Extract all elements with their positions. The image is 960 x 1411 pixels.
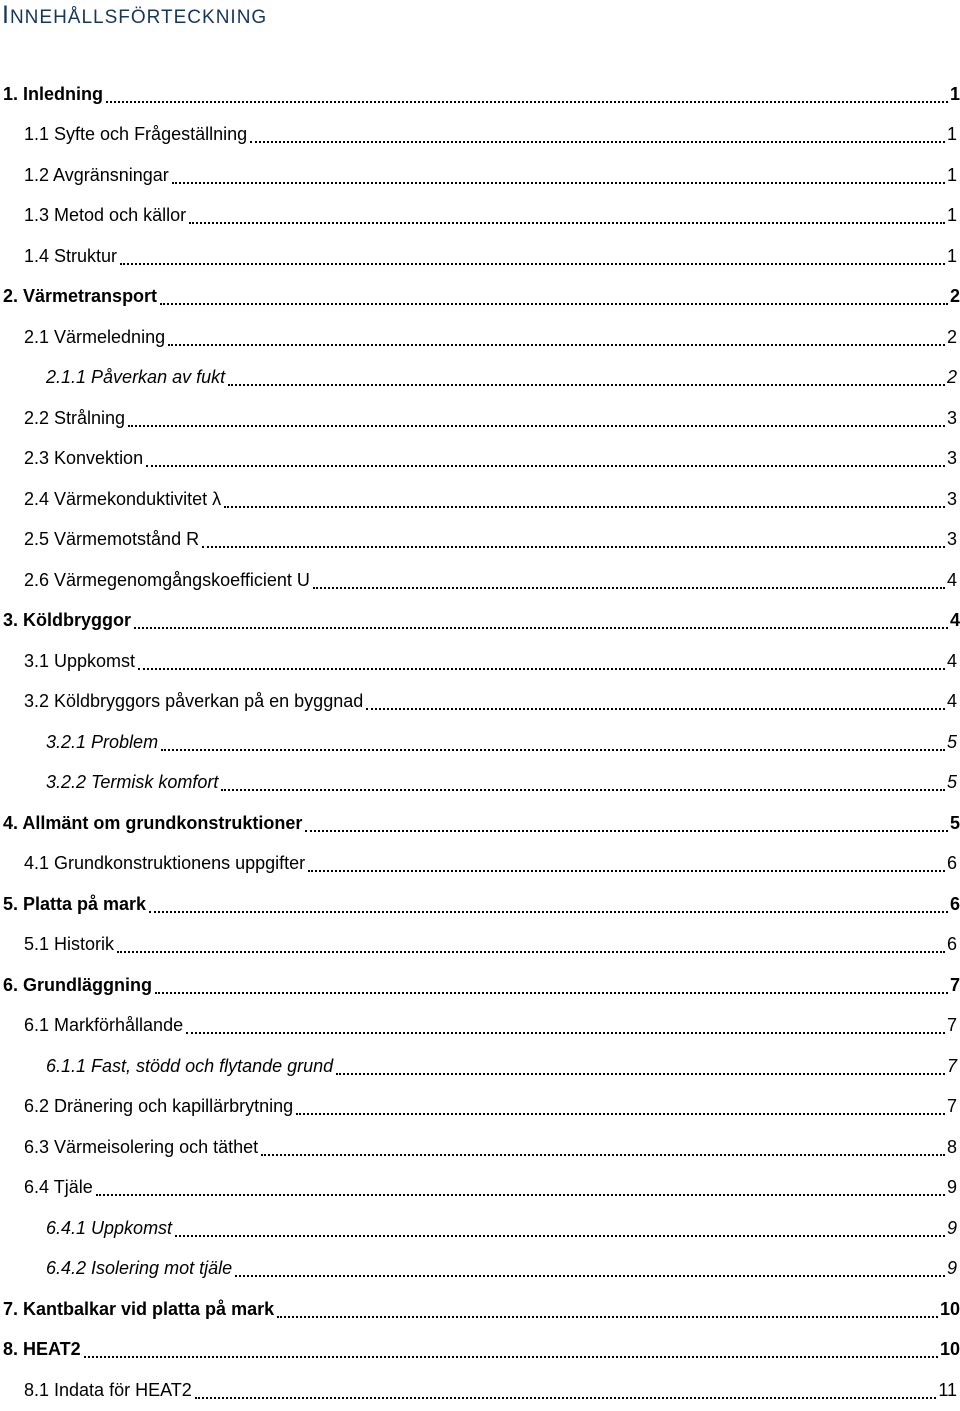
toc-entry-title: 4. Allmänt om grundkonstruktioner — [3, 812, 303, 833]
toc-entry[interactable] — [0, 641, 960, 682]
toc-entry[interactable] — [0, 1330, 960, 1371]
dot-leader — [160, 303, 948, 305]
toc-entry-title: 2.3 Konvektion — [24, 448, 144, 469]
toc-entry[interactable] — [0, 1249, 960, 1290]
dot-leader — [366, 708, 945, 710]
toc-entry-title: 1.2 Avgränsningar — [24, 164, 169, 185]
toc-entry[interactable] — [0, 763, 960, 804]
toc-entry-page-number: 5 — [949, 812, 960, 833]
toc-entry-title: 2.1.1 Påverkan av fukt — [46, 367, 226, 388]
toc-entry[interactable] — [0, 925, 960, 966]
toc-entry-page-number: 4 — [946, 569, 957, 590]
toc-entry-title: 6.3 Värmeisolering och täthet — [24, 1136, 259, 1157]
toc-entry-page-number: 2 — [949, 286, 960, 307]
toc-entry-page-number: 4 — [946, 650, 957, 671]
toc-entry[interactable] — [0, 884, 960, 925]
toc-entry[interactable] — [0, 1168, 960, 1209]
dot-leader — [228, 384, 945, 386]
dot-leader — [313, 587, 945, 589]
toc-entry-title: 5.1 Historik — [24, 934, 115, 955]
toc-entry[interactable] — [0, 1127, 960, 1168]
toc-heading — [2, 0, 267, 30]
toc-entry-page-number: 1 — [946, 245, 957, 266]
toc-entry-title: 1.4 Struktur — [24, 245, 118, 266]
dot-leader — [250, 141, 945, 143]
dot-leader — [138, 668, 945, 670]
toc-entry-title: 5. Platta på mark — [3, 893, 147, 914]
toc-entry-title: 3.2.2 Termisk komfort — [46, 772, 219, 793]
dot-leader — [224, 506, 945, 508]
toc-entry[interactable] — [0, 520, 960, 561]
toc-entry[interactable] — [0, 155, 960, 196]
toc-entry-title: 7. Kantbalkar vid platta på mark — [3, 1298, 275, 1319]
dot-leader — [161, 749, 945, 751]
dot-leader — [128, 425, 945, 427]
toc-entry-page-number: 10 — [939, 1339, 960, 1360]
toc-entry-page-number: 6 — [949, 893, 960, 914]
toc-entry[interactable] — [0, 560, 960, 601]
dot-leader — [202, 546, 945, 548]
toc-entry-page-number: 3 — [946, 529, 957, 550]
toc-entry[interactable] — [0, 74, 960, 115]
dot-leader — [261, 1154, 945, 1156]
toc-entry-page-number: 6 — [946, 934, 957, 955]
toc-entry-title: 6.4.2 Isolering mot tjäle — [46, 1258, 233, 1279]
toc-entry-title: 2.1 Värmeledning — [24, 326, 166, 347]
toc-entry-page-number: 8 — [946, 1136, 957, 1157]
toc-heading-rest: NNEHÅLLSFÖRTECKNING — [9, 7, 268, 28]
toc-entry-page-number: 2 — [946, 326, 957, 347]
dot-leader — [186, 1032, 945, 1034]
dot-leader — [117, 951, 945, 953]
toc-entry[interactable] — [0, 115, 960, 156]
dot-leader — [84, 1356, 938, 1358]
toc-entry-page-number: 7 — [946, 1055, 957, 1076]
toc-entry-title: 2.2 Strålning — [24, 407, 126, 428]
toc-entry-title: 6.4.1 Uppkomst — [46, 1217, 173, 1238]
toc-entry-page-number: 7 — [946, 1096, 957, 1117]
toc-entry[interactable] — [0, 803, 960, 844]
toc-entry-title: 1.3 Metod och källor — [24, 205, 187, 226]
toc-entry[interactable] — [0, 236, 960, 277]
dot-leader — [106, 101, 948, 103]
toc-list — [0, 74, 960, 1411]
toc-entry-title: 4.1 Grundkonstruktionens uppgifter — [24, 853, 306, 874]
toc-entry-title: 6.1.1 Fast, stödd och flytande grund — [46, 1055, 334, 1076]
toc-entry[interactable] — [0, 1006, 960, 1047]
toc-entry-page-number: 3 — [946, 488, 957, 509]
dot-leader — [308, 870, 945, 872]
dot-leader — [221, 789, 945, 791]
dot-leader — [134, 627, 948, 629]
toc-entry-title: 8.1 Indata för HEAT2 — [24, 1379, 192, 1400]
dot-leader — [168, 344, 945, 346]
dot-leader — [305, 830, 948, 832]
toc-entry-title: 6.2 Dränering och kapillärbrytning — [24, 1096, 294, 1117]
toc-entry-title: 3. Köldbryggor — [3, 610, 132, 631]
toc-entry[interactable] — [0, 439, 960, 480]
toc-entry[interactable] — [0, 601, 960, 642]
dot-leader — [175, 1235, 945, 1237]
toc-entry[interactable] — [0, 398, 960, 439]
toc-entry-title: 2.4 Värmekonduktivitet λ — [24, 488, 222, 509]
toc-entry-page-number: 3 — [946, 407, 957, 428]
toc-entry-page-number: 1 — [946, 124, 957, 145]
toc-entry-title: 1.1 Syfte och Frågeställning — [24, 124, 248, 145]
toc-entry[interactable] — [0, 965, 960, 1006]
toc-entry-page-number: 11 — [938, 1379, 957, 1400]
toc-entry-title: 2.6 Värmegenomgångskoefficient U — [24, 569, 310, 590]
dot-leader — [96, 1194, 945, 1196]
toc-entry-page-number: 4 — [946, 691, 957, 712]
dot-leader — [235, 1275, 945, 1277]
toc-entry[interactable] — [0, 479, 960, 520]
toc-entry-page-number: 2 — [946, 367, 957, 388]
toc-entry-title: 3.1 Uppkomst — [24, 650, 136, 671]
toc-entry-title: 6.1 Markförhållande — [24, 1015, 184, 1036]
toc-entry[interactable] — [0, 682, 960, 723]
toc-entry-page-number: 5 — [946, 731, 957, 752]
toc-entry[interactable] — [0, 1289, 960, 1330]
dot-leader — [189, 222, 945, 224]
toc-entry-page-number: 5 — [946, 772, 957, 793]
toc-entry[interactable] — [0, 1370, 960, 1411]
toc-entry[interactable] — [0, 722, 960, 763]
toc-entry-title: 8. HEAT2 — [3, 1339, 81, 1360]
toc-entry-page-number: 10 — [939, 1298, 960, 1319]
toc-entry[interactable] — [0, 317, 960, 358]
dot-leader — [120, 263, 945, 265]
dot-leader — [336, 1073, 945, 1075]
toc-entry[interactable] — [0, 277, 960, 318]
toc-entry[interactable] — [0, 844, 960, 885]
toc-entry-page-number: 1 — [949, 83, 960, 104]
toc-entry[interactable] — [0, 1087, 960, 1128]
toc-entry-title: 3.2 Köldbryggors påverkan på en byggnad — [24, 691, 364, 712]
toc-entry-page-number: 9 — [946, 1177, 957, 1198]
toc-heading-initial: I — [2, 1, 10, 29]
toc-entry-page-number: 1 — [946, 205, 957, 226]
dot-leader — [195, 1397, 937, 1399]
dot-leader — [296, 1113, 945, 1115]
toc-entry-title: 3.2.1 Problem — [46, 731, 159, 752]
toc-entry-title: 6.4 Tjäle — [24, 1177, 93, 1198]
toc-entry-page-number: 7 — [946, 1015, 957, 1036]
toc-entry[interactable] — [0, 1046, 960, 1087]
dot-leader — [146, 465, 945, 467]
dot-leader — [277, 1316, 938, 1318]
toc-entry-page-number: 3 — [946, 448, 957, 469]
toc-entry[interactable] — [0, 1208, 960, 1249]
toc-entry-page-number: 9 — [946, 1217, 957, 1238]
dot-leader — [149, 911, 948, 913]
toc-entry[interactable] — [0, 358, 960, 399]
toc-entry-title: 2. Värmetransport — [3, 286, 158, 307]
dot-leader — [172, 182, 945, 184]
toc-entry-page-number: 6 — [946, 853, 957, 874]
dot-leader — [155, 992, 948, 994]
toc-entry-title: 6. Grundläggning — [3, 974, 152, 995]
toc-entry-page-number: 9 — [946, 1258, 957, 1279]
toc-entry-page-number: 4 — [949, 610, 960, 631]
toc-entry-page-number: 1 — [946, 164, 957, 185]
toc-entry-title: 1. Inledning — [3, 83, 104, 104]
toc-entry[interactable] — [0, 196, 960, 237]
toc-entry-page-number: 7 — [949, 974, 960, 995]
toc-entry-title: 2.5 Värmemotstånd R — [24, 529, 200, 550]
